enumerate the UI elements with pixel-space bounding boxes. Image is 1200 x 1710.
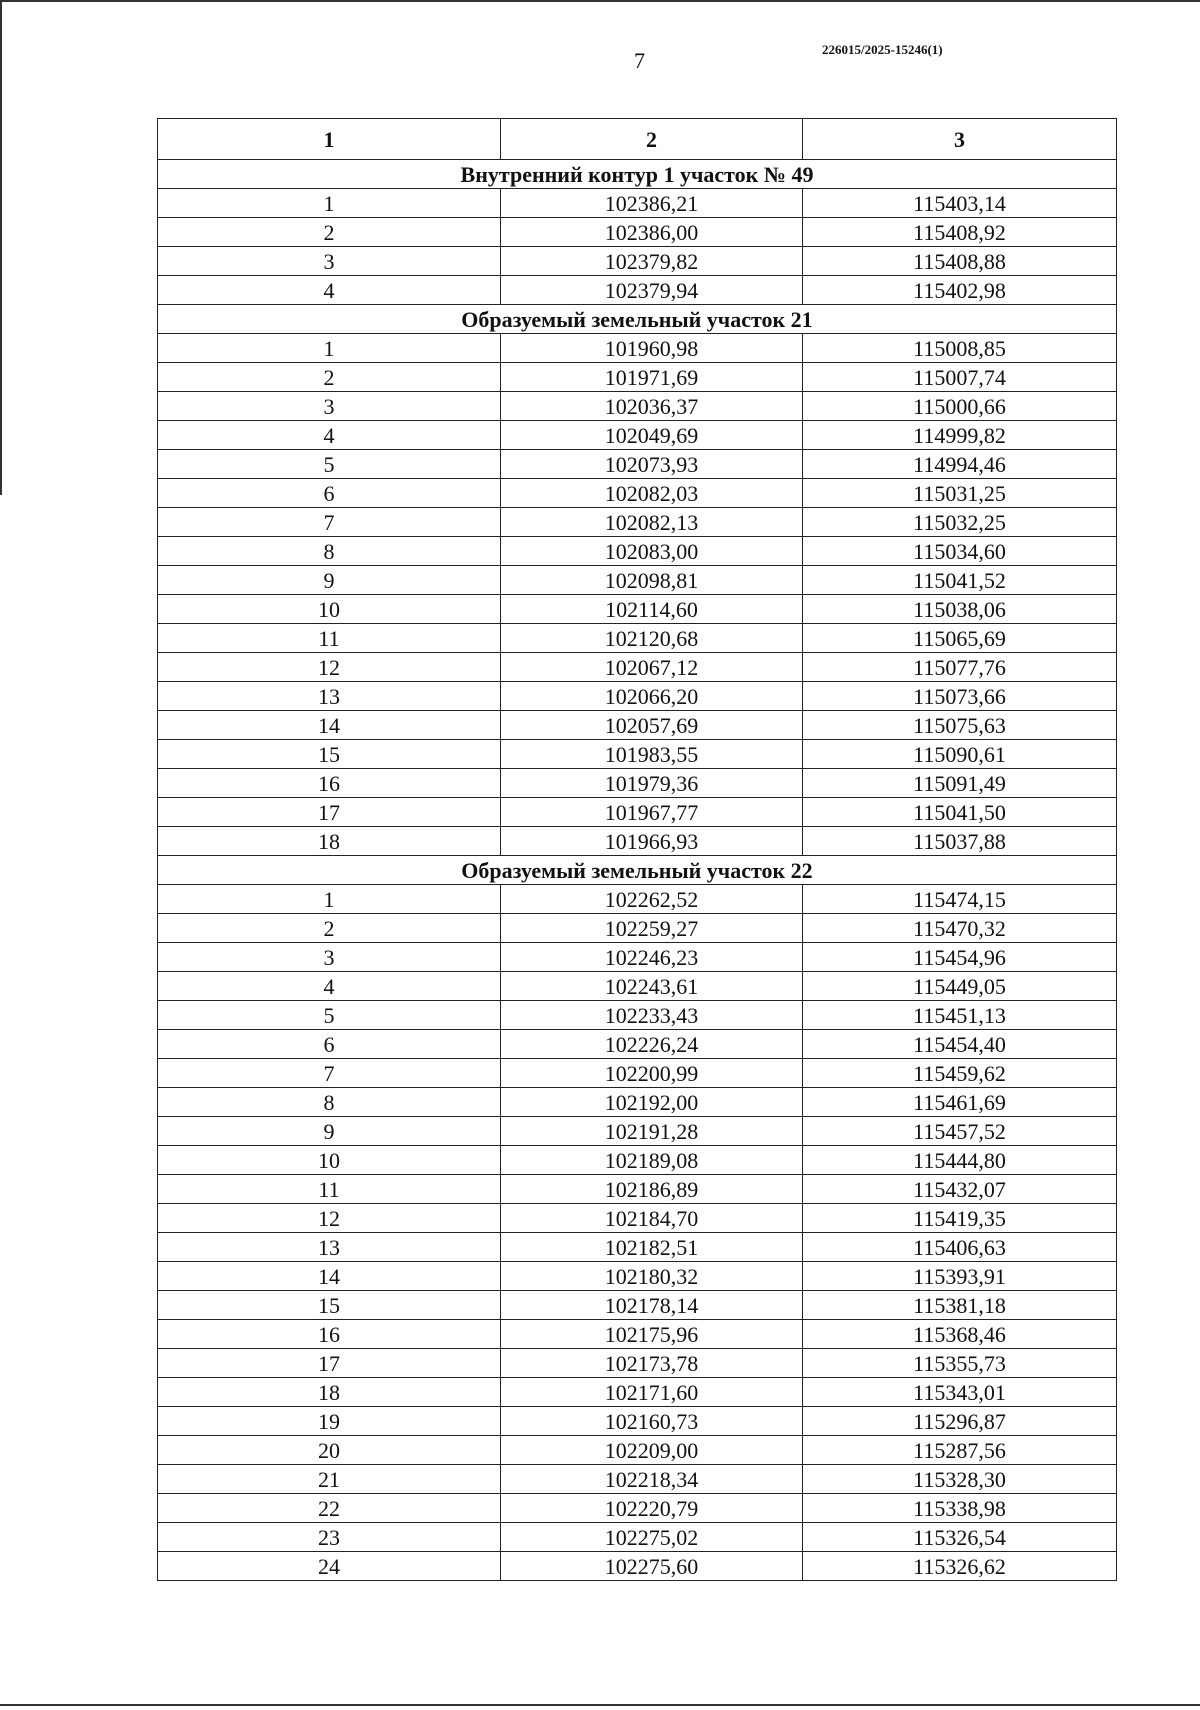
coordinate-y-cell: 115041,50 xyxy=(803,798,1117,827)
point-number-cell: 9 xyxy=(158,1117,501,1146)
document-reference: 226015/2025-15246(1) xyxy=(822,42,943,57)
point-number-cell: 8 xyxy=(158,537,501,566)
point-number-cell: 18 xyxy=(158,1378,501,1407)
page-number: 7 xyxy=(634,48,645,73)
point-number-cell: 16 xyxy=(158,769,501,798)
table-row xyxy=(158,218,1117,247)
column-header-2: 2 xyxy=(501,119,803,160)
point-number-cell: 3 xyxy=(158,247,501,276)
coordinate-x-cell: 101971,69 xyxy=(501,363,803,392)
coordinate-y-cell: 115406,63 xyxy=(803,1233,1117,1262)
column-header-3: 3 xyxy=(803,119,1117,160)
point-number-cell: 6 xyxy=(158,1030,501,1059)
coordinate-y-cell: 115296,87 xyxy=(803,1407,1117,1436)
coordinate-y-cell: 115326,54 xyxy=(803,1523,1117,1552)
table-row xyxy=(158,653,1117,682)
table-row xyxy=(158,740,1117,769)
coordinate-x-cell: 102262,52 xyxy=(501,885,803,914)
table-row xyxy=(158,276,1117,305)
coordinate-x-cell: 102192,00 xyxy=(501,1088,803,1117)
point-number-cell: 7 xyxy=(158,1059,501,1088)
coordinate-x-cell: 102175,96 xyxy=(501,1320,803,1349)
coordinate-x-cell: 102082,13 xyxy=(501,508,803,537)
coordinate-x-cell: 102182,51 xyxy=(501,1233,803,1262)
point-number-cell: 3 xyxy=(158,392,501,421)
coordinate-x-cell: 102200,99 xyxy=(501,1059,803,1088)
coordinate-y-cell: 115403,14 xyxy=(803,189,1117,218)
table-row xyxy=(158,189,1117,218)
coordinate-y-cell: 115008,85 xyxy=(803,334,1117,363)
table-row xyxy=(158,566,1117,595)
point-number-cell: 15 xyxy=(158,1291,501,1320)
coordinate-x-cell: 102386,21 xyxy=(501,189,803,218)
coordinate-x-cell: 102191,28 xyxy=(501,1117,803,1146)
coordinate-x-cell: 102171,60 xyxy=(501,1378,803,1407)
table-row xyxy=(158,1146,1117,1175)
point-number-cell: 5 xyxy=(158,1001,501,1030)
coordinate-y-cell: 115368,46 xyxy=(803,1320,1117,1349)
coordinate-y-cell: 115034,60 xyxy=(803,537,1117,566)
point-number-cell: 8 xyxy=(158,1088,501,1117)
coordinate-x-cell: 102189,08 xyxy=(501,1146,803,1175)
table-row xyxy=(158,1320,1117,1349)
coordinate-y-cell: 115287,56 xyxy=(803,1436,1117,1465)
coordinate-x-cell: 102180,32 xyxy=(501,1262,803,1291)
coordinate-y-cell: 115454,96 xyxy=(803,943,1117,972)
table-row xyxy=(158,1262,1117,1291)
coordinate-x-cell: 102226,24 xyxy=(501,1030,803,1059)
coordinate-x-cell: 102218,34 xyxy=(501,1465,803,1494)
table-row xyxy=(158,537,1117,566)
coordinate-y-cell: 115065,69 xyxy=(803,624,1117,653)
table-row xyxy=(158,885,1117,914)
coordinate-y-cell: 115470,32 xyxy=(803,914,1117,943)
coordinate-y-cell: 115032,25 xyxy=(803,508,1117,537)
coordinate-x-cell: 102209,00 xyxy=(501,1436,803,1465)
coordinate-x-cell: 102067,12 xyxy=(501,653,803,682)
point-number-cell: 2 xyxy=(158,218,501,247)
point-number-cell: 12 xyxy=(158,1204,501,1233)
coordinate-y-cell: 114994,46 xyxy=(803,450,1117,479)
coordinate-y-cell: 115454,40 xyxy=(803,1030,1117,1059)
coordinate-y-cell: 115451,13 xyxy=(803,1001,1117,1030)
coordinate-x-cell: 102114,60 xyxy=(501,595,803,624)
coordinate-x-cell: 102246,23 xyxy=(501,943,803,972)
coordinate-y-cell: 115432,07 xyxy=(803,1175,1117,1204)
table-row xyxy=(158,943,1117,972)
coordinates-table-body xyxy=(158,119,1117,1581)
coordinate-x-cell: 102186,89 xyxy=(501,1175,803,1204)
point-number-cell: 15 xyxy=(158,740,501,769)
coordinate-y-cell: 115091,49 xyxy=(803,769,1117,798)
table-row xyxy=(158,1436,1117,1465)
table-row xyxy=(158,1494,1117,1523)
coordinate-y-cell: 115459,62 xyxy=(803,1059,1117,1088)
coordinate-y-cell: 115037,88 xyxy=(803,827,1117,856)
coordinate-x-cell: 102275,02 xyxy=(501,1523,803,1552)
column-header-1: 1 xyxy=(158,119,501,160)
point-number-cell: 1 xyxy=(158,334,501,363)
point-number-cell: 10 xyxy=(158,1146,501,1175)
table-row xyxy=(158,827,1117,856)
coordinate-y-cell: 115038,06 xyxy=(803,595,1117,624)
table-row xyxy=(158,711,1117,740)
coordinate-x-cell: 102057,69 xyxy=(501,711,803,740)
coordinate-x-cell: 102233,43 xyxy=(501,1001,803,1030)
table-row xyxy=(158,798,1117,827)
point-number-cell: 10 xyxy=(158,595,501,624)
coordinates-table xyxy=(157,118,1117,1581)
coordinate-y-cell: 115031,25 xyxy=(803,479,1117,508)
table-row xyxy=(158,334,1117,363)
coordinate-x-cell: 101960,98 xyxy=(501,334,803,363)
section-title-row xyxy=(158,856,1117,885)
table-row xyxy=(158,1204,1117,1233)
scan-edge-left xyxy=(0,0,2,495)
coordinate-y-cell: 115041,52 xyxy=(803,566,1117,595)
coordinate-y-cell: 115461,69 xyxy=(803,1088,1117,1117)
coordinate-y-cell: 115402,98 xyxy=(803,276,1117,305)
coordinate-y-cell: 115077,76 xyxy=(803,653,1117,682)
coordinate-x-cell: 101967,77 xyxy=(501,798,803,827)
point-number-cell: 4 xyxy=(158,276,501,305)
coordinate-x-cell: 102049,69 xyxy=(501,421,803,450)
coordinate-y-cell: 115000,66 xyxy=(803,392,1117,421)
table-row xyxy=(158,450,1117,479)
coordinate-y-cell: 115419,35 xyxy=(803,1204,1117,1233)
table-row xyxy=(158,1465,1117,1494)
coordinate-y-cell: 115090,61 xyxy=(803,740,1117,769)
point-number-cell: 4 xyxy=(158,421,501,450)
table-row xyxy=(158,1523,1117,1552)
section-title: Внутренний контур 1 участок № 49 xyxy=(158,160,1117,189)
table-row xyxy=(158,1175,1117,1204)
table-row xyxy=(158,1001,1117,1030)
coordinate-x-cell: 102098,81 xyxy=(501,566,803,595)
coordinate-x-cell: 101983,55 xyxy=(501,740,803,769)
point-number-cell: 2 xyxy=(158,914,501,943)
point-number-cell: 13 xyxy=(158,1233,501,1262)
coordinate-x-cell: 102120,68 xyxy=(501,624,803,653)
table-row xyxy=(158,1291,1117,1320)
coordinate-y-cell: 115381,18 xyxy=(803,1291,1117,1320)
coordinate-x-cell: 102379,94 xyxy=(501,276,803,305)
scan-edge-top xyxy=(0,0,1200,2)
scan-edge-bottom xyxy=(0,1704,1200,1706)
coordinate-x-cell: 102178,14 xyxy=(501,1291,803,1320)
coordinate-y-cell: 115075,63 xyxy=(803,711,1117,740)
coordinate-y-cell: 115408,92 xyxy=(803,218,1117,247)
coordinate-x-cell: 102275,60 xyxy=(501,1552,803,1581)
table-row xyxy=(158,392,1117,421)
coordinate-y-cell: 115355,73 xyxy=(803,1349,1117,1378)
point-number-cell: 11 xyxy=(158,1175,501,1204)
section-title-row xyxy=(158,305,1117,334)
coordinate-x-cell: 102386,00 xyxy=(501,218,803,247)
coordinate-x-cell: 101966,93 xyxy=(501,827,803,856)
coordinate-y-cell: 115343,01 xyxy=(803,1378,1117,1407)
coordinate-x-cell: 102259,27 xyxy=(501,914,803,943)
table-row xyxy=(158,421,1117,450)
coordinate-x-cell: 102379,82 xyxy=(501,247,803,276)
coordinate-y-cell: 115444,80 xyxy=(803,1146,1117,1175)
point-number-cell: 9 xyxy=(158,566,501,595)
coordinate-x-cell: 102243,61 xyxy=(501,972,803,1001)
coordinate-y-cell: 115474,15 xyxy=(803,885,1117,914)
table-row xyxy=(158,1030,1117,1059)
coordinate-x-cell: 102082,03 xyxy=(501,479,803,508)
table-row xyxy=(158,1552,1117,1581)
coordinate-y-cell: 115007,74 xyxy=(803,363,1117,392)
table-row xyxy=(158,1378,1117,1407)
point-number-cell: 21 xyxy=(158,1465,501,1494)
coordinate-x-cell: 102083,00 xyxy=(501,537,803,566)
coordinate-y-cell: 115408,88 xyxy=(803,247,1117,276)
table-row xyxy=(158,972,1117,1001)
table-row xyxy=(158,508,1117,537)
coordinate-y-cell: 115073,66 xyxy=(803,682,1117,711)
table-row xyxy=(158,363,1117,392)
point-number-cell: 17 xyxy=(158,1349,501,1378)
table-row xyxy=(158,1088,1117,1117)
table-row xyxy=(158,624,1117,653)
table-row xyxy=(158,914,1117,943)
table-row xyxy=(158,1233,1117,1262)
point-number-cell: 4 xyxy=(158,972,501,1001)
point-number-cell: 18 xyxy=(158,827,501,856)
coordinate-x-cell: 102073,93 xyxy=(501,450,803,479)
table-header-row xyxy=(158,119,1117,160)
point-number-cell: 19 xyxy=(158,1407,501,1436)
point-number-cell: 3 xyxy=(158,943,501,972)
point-number-cell: 16 xyxy=(158,1320,501,1349)
coordinate-y-cell: 115338,98 xyxy=(803,1494,1117,1523)
table-row xyxy=(158,682,1117,711)
point-number-cell: 23 xyxy=(158,1523,501,1552)
table-row xyxy=(158,479,1117,508)
point-number-cell: 12 xyxy=(158,653,501,682)
coordinate-y-cell: 115457,52 xyxy=(803,1117,1117,1146)
table-row xyxy=(158,769,1117,798)
point-number-cell: 13 xyxy=(158,682,501,711)
table-row xyxy=(158,1059,1117,1088)
point-number-cell: 2 xyxy=(158,363,501,392)
coordinate-y-cell: 115328,30 xyxy=(803,1465,1117,1494)
point-number-cell: 14 xyxy=(158,1262,501,1291)
point-number-cell: 22 xyxy=(158,1494,501,1523)
point-number-cell: 1 xyxy=(158,885,501,914)
section-title: Образуемый земельный участок 22 xyxy=(158,856,1117,885)
coordinate-y-cell: 114999,82 xyxy=(803,421,1117,450)
coordinate-x-cell: 102160,73 xyxy=(501,1407,803,1436)
coordinate-x-cell: 102066,20 xyxy=(501,682,803,711)
coordinate-x-cell: 102036,37 xyxy=(501,392,803,421)
coordinate-x-cell: 102184,70 xyxy=(501,1204,803,1233)
point-number-cell: 14 xyxy=(158,711,501,740)
point-number-cell: 1 xyxy=(158,189,501,218)
point-number-cell: 6 xyxy=(158,479,501,508)
coordinate-x-cell: 102173,78 xyxy=(501,1349,803,1378)
point-number-cell: 5 xyxy=(158,450,501,479)
point-number-cell: 20 xyxy=(158,1436,501,1465)
coordinate-y-cell: 115449,05 xyxy=(803,972,1117,1001)
point-number-cell: 24 xyxy=(158,1552,501,1581)
section-title: Образуемый земельный участок 21 xyxy=(158,305,1117,334)
table-row xyxy=(158,1117,1117,1146)
coordinate-y-cell: 115393,91 xyxy=(803,1262,1117,1291)
point-number-cell: 7 xyxy=(158,508,501,537)
coordinate-x-cell: 101979,36 xyxy=(501,769,803,798)
point-number-cell: 17 xyxy=(158,798,501,827)
coordinate-y-cell: 115326,62 xyxy=(803,1552,1117,1581)
table-row xyxy=(158,1407,1117,1436)
point-number-cell: 11 xyxy=(158,624,501,653)
section-title-row xyxy=(158,160,1117,189)
table-row xyxy=(158,247,1117,276)
table-row xyxy=(158,595,1117,624)
table-row xyxy=(158,1349,1117,1378)
coordinate-x-cell: 102220,79 xyxy=(501,1494,803,1523)
